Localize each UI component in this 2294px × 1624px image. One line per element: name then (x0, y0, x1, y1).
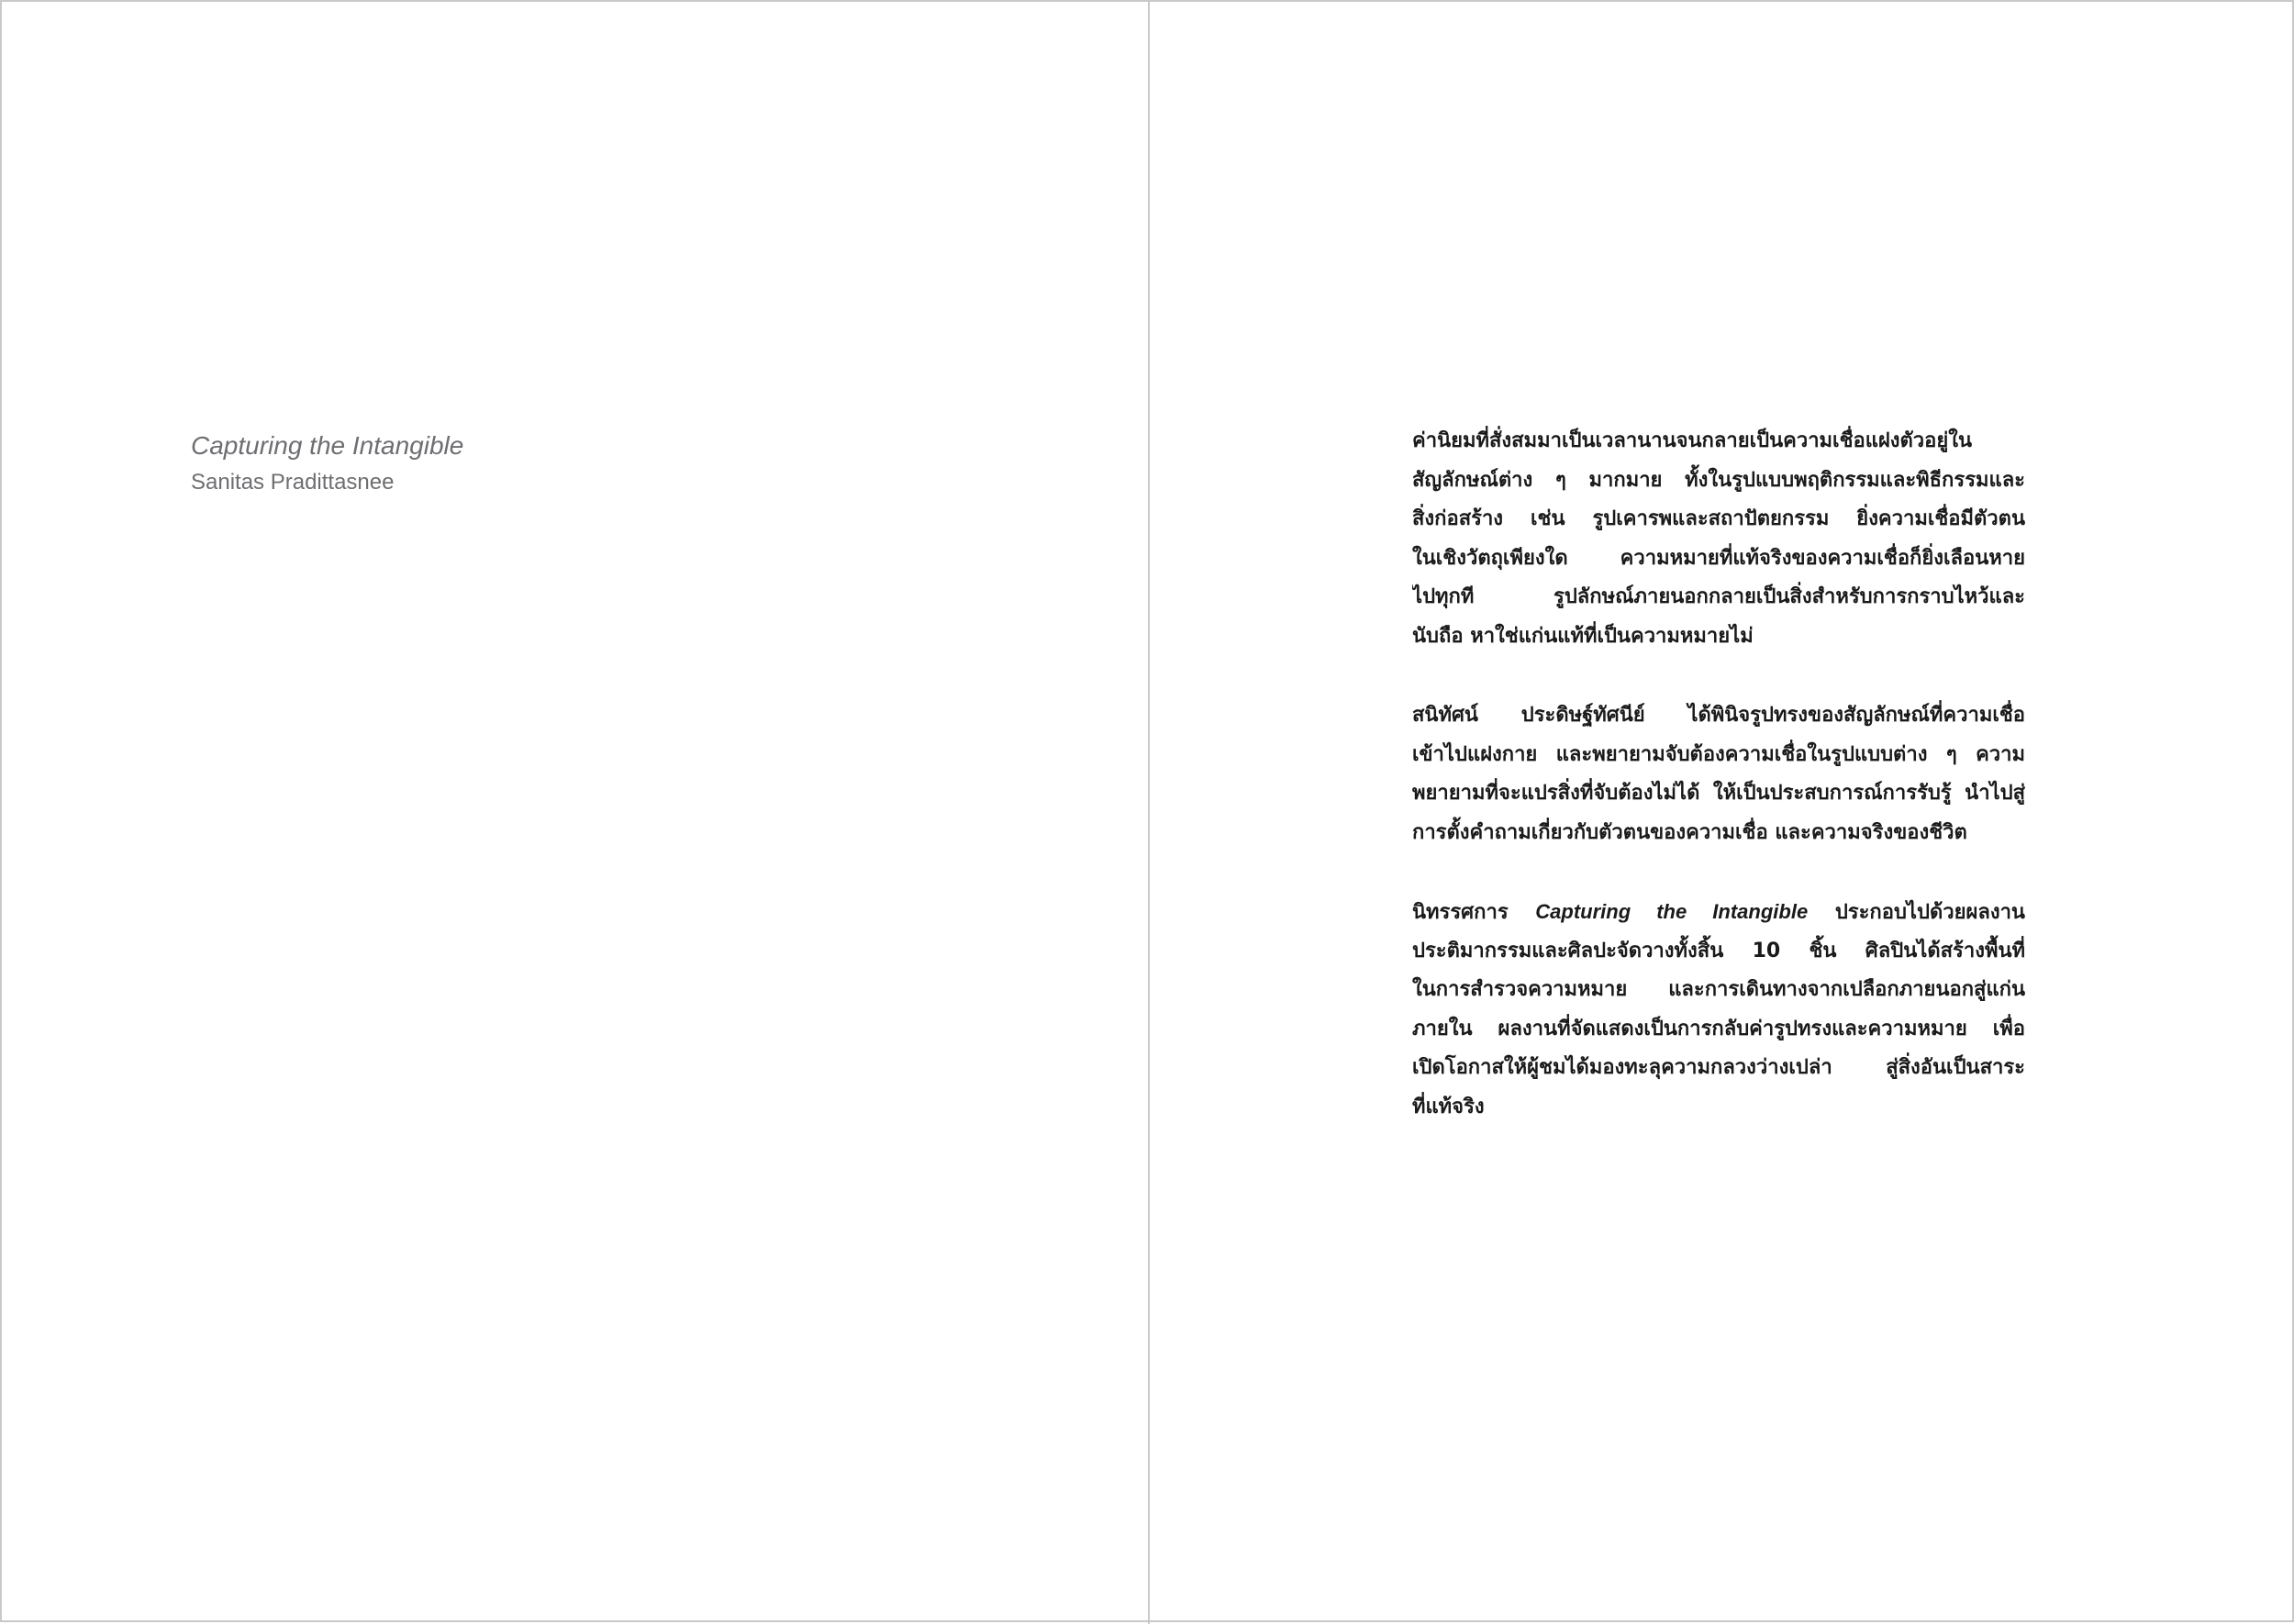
title-block (191, 426, 463, 499)
text-line: พยายามที่จะแปรสิ่งที่จับต้องไม่ได้ ให้เป็นประสบการณ์การรับรู้ นำไปสู่ (1412, 782, 2025, 805)
text-line: การตั้งคำถามเกี่ยวกับตัวตนของความเชื่อ และความจริงของชีวิต (1412, 820, 1967, 844)
text-line: สัญลักษณ์ต่าง ๆ มากมาย ทั้งในรูปแบบพฤติกรรมและพิธีกรรมและ (1412, 468, 2025, 492)
left-page (2, 2, 1148, 1624)
text-line-with-title (1412, 893, 2025, 932)
text-line: เข้าไปแฝงกาย และพยายามจับต้องความเชื่อในรูปแบบต่าง ๆ ความ (1412, 742, 2025, 766)
essay-paragraph-2 (1412, 696, 2025, 852)
text-line: เปิดโอกาสให้ผู้ชมได้มองทะลุความกลวงว่างเปล่า สู่สิ่งอันเป็นสาระ (1412, 1056, 2025, 1079)
essay-body (1412, 422, 2025, 1167)
essay-paragraph-1 (1412, 422, 2025, 656)
text-line: ที่แท้จริง (1412, 1095, 1485, 1118)
text-line: ในการสำรวจความหมาย และการเดินทางจากเปลือกภายนอกสู่แก่น (1412, 978, 2025, 1001)
text-segment: นิทรรศการ (1412, 901, 1509, 924)
text-line: สนิทัศน์ ประดิษฐ์ทัศนีย์ ได้พินิจรูปทรงของสัญลักษณ์ที่ความเชื่อ (1412, 704, 2025, 727)
text-segment: ประกอบไปด้วยผลงาน (1834, 901, 2025, 924)
essay-paragraph-3 (1412, 893, 2025, 1127)
text-line: นับถือ หาใช่แก่นแท้ที่เป็นความหมายไม่ (1412, 624, 1754, 648)
exhibition-title: Capturing the Intangible (191, 431, 464, 460)
text-line: ค่านิยมที่สั่งสมมาเป็นเวลานานจนกลายเป็นความเชื่อแฝงตัวอยู่ใน (1412, 429, 1973, 452)
text-line: ภายใน ผลงานที่จัดแสดงเป็นการกลับค่ารูปทรงและความหมาย เพื่อ (1412, 1017, 2025, 1040)
inline-exhibition-title: Capturing the Intangible (1535, 900, 1809, 923)
artist-name: Sanitas Pradittasnee (191, 470, 395, 495)
text-line: ไปทุกที รูปลักษณ์ภายนอกกลายเป็นสิ่งสำหรับการกราบไหว้และ (1412, 585, 2025, 608)
text-line: ประติมากรรมและศิลปะจัดวางทั้งสิ้น 10 ชิ้น ศิลปินได้สร้างพื้นที่ (1412, 939, 2025, 962)
text-line: สิ่งก่อสร้าง เช่น รูปเคารพและสถาปัตยกรรม ยิ่งความเชื่อมีตัวตน (1412, 507, 2025, 530)
right-page (1150, 2, 2294, 1624)
text-line: ในเชิงวัตถุเพียงใด ความหมายที่แท้จริงของความเชื่อก็ยิ่งเลือนหาย (1412, 546, 2025, 570)
